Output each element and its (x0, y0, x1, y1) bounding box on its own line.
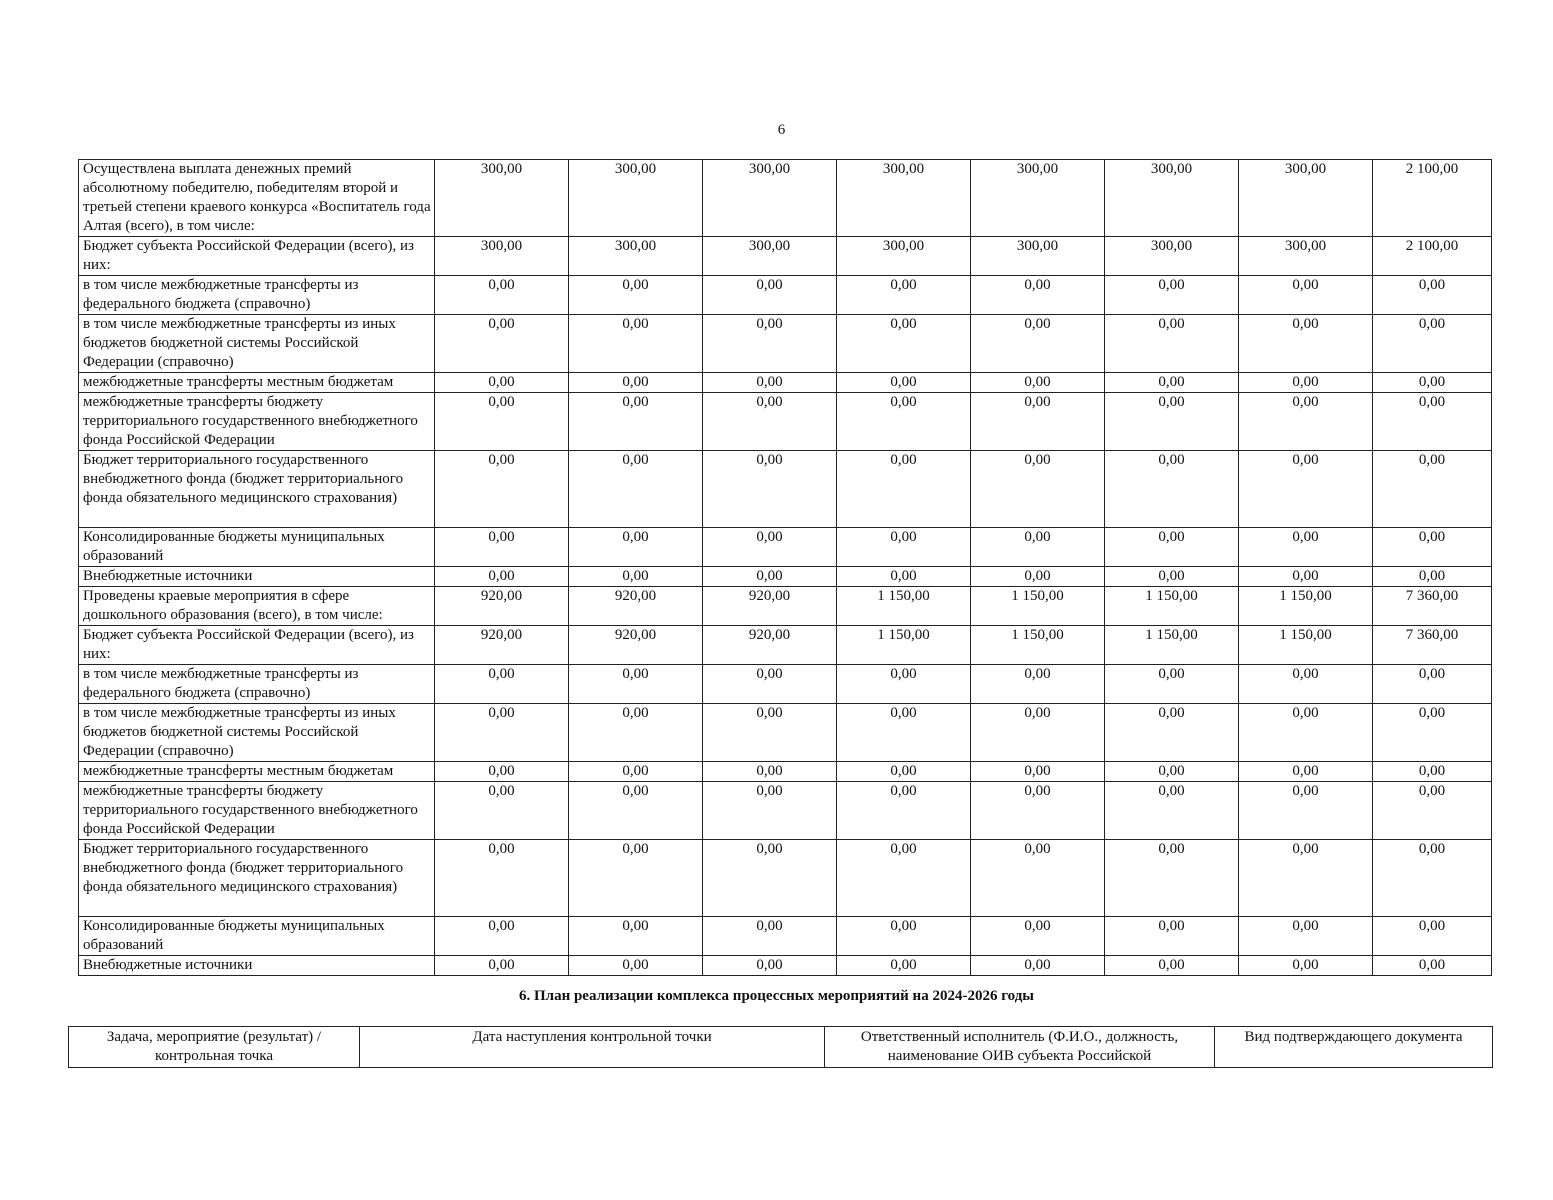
row-value: 0,00 (703, 315, 837, 373)
row-value: 0,00 (1239, 917, 1373, 956)
row-value: 0,00 (1239, 451, 1373, 528)
row-value: 1 150,00 (1105, 626, 1239, 665)
row-total-value: 0,00 (1373, 704, 1492, 762)
row-label: межбюджетные трансферты бюджету территориального государственного внебюджетного фонда Российской Федерации (79, 782, 435, 840)
row-value: 0,00 (703, 840, 837, 917)
row-value: 1 150,00 (837, 626, 971, 665)
row-value: 0,00 (569, 840, 703, 917)
row-value: 920,00 (569, 587, 703, 626)
row-value: 0,00 (971, 528, 1105, 567)
row-value: 0,00 (435, 315, 569, 373)
row-value: 0,00 (971, 782, 1105, 840)
row-value: 0,00 (1239, 956, 1373, 976)
row-value: 0,00 (1239, 373, 1373, 393)
row-value: 1 150,00 (1105, 587, 1239, 626)
row-total-value: 2 100,00 (1373, 160, 1492, 237)
row-value: 0,00 (1239, 762, 1373, 782)
row-value: 0,00 (1105, 704, 1239, 762)
row-value: 0,00 (971, 276, 1105, 315)
row-label: Бюджет субъекта Российской Федерации (всего), из них: (79, 626, 435, 665)
row-value: 0,00 (1105, 451, 1239, 528)
row-value: 0,00 (837, 451, 971, 528)
row-value: 0,00 (703, 917, 837, 956)
row-value: 920,00 (703, 626, 837, 665)
table-row (79, 373, 1492, 393)
table-row (79, 762, 1492, 782)
row-value: 0,00 (1239, 704, 1373, 762)
row-value: 300,00 (1105, 237, 1239, 276)
row-value: 0,00 (1239, 528, 1373, 567)
row-label: Внебюджетные источники (79, 956, 435, 976)
row-value: 0,00 (971, 373, 1105, 393)
row-value: 0,00 (435, 917, 569, 956)
table-row (79, 626, 1492, 665)
row-value: 0,00 (971, 665, 1105, 704)
row-value: 0,00 (703, 704, 837, 762)
plan-header-task: Задача, мероприятие (результат) / контрольная точка (69, 1027, 360, 1068)
row-value: 920,00 (435, 626, 569, 665)
row-value: 0,00 (1105, 665, 1239, 704)
row-value: 0,00 (971, 567, 1105, 587)
table-row (79, 782, 1492, 840)
row-value: 0,00 (435, 665, 569, 704)
table-row (79, 160, 1492, 237)
row-label: межбюджетные трансферты местным бюджетам (79, 373, 435, 393)
row-value: 0,00 (569, 315, 703, 373)
row-value: 300,00 (837, 160, 971, 237)
row-value: 1 150,00 (1239, 587, 1373, 626)
row-value: 0,00 (569, 917, 703, 956)
row-label: Внебюджетные источники (79, 567, 435, 587)
row-value: 0,00 (1105, 393, 1239, 451)
row-total-value: 7 360,00 (1373, 587, 1492, 626)
table-row (79, 704, 1492, 762)
row-value: 0,00 (703, 567, 837, 587)
row-value: 0,00 (1239, 665, 1373, 704)
plan-header-executor: Ответственный исполнитель (Ф.И.О., должность, наименование ОИВ субъекта Российской (825, 1027, 1215, 1068)
row-value: 0,00 (837, 528, 971, 567)
row-value: 0,00 (569, 567, 703, 587)
table-row (79, 917, 1492, 956)
table-row (79, 567, 1492, 587)
row-total-value: 0,00 (1373, 956, 1492, 976)
plan-header-document: Вид подтверждающего документа (1215, 1027, 1493, 1068)
row-value: 0,00 (435, 451, 569, 528)
row-value: 300,00 (435, 160, 569, 237)
table-row (79, 840, 1492, 917)
table-row (79, 237, 1492, 276)
row-value: 0,00 (837, 315, 971, 373)
table-row (79, 956, 1492, 976)
row-total-value: 0,00 (1373, 451, 1492, 528)
row-value: 0,00 (971, 704, 1105, 762)
row-value: 0,00 (837, 762, 971, 782)
page-number: 6 (777, 122, 786, 138)
row-value: 0,00 (971, 393, 1105, 451)
row-value: 0,00 (435, 528, 569, 567)
row-total-value: 0,00 (1373, 276, 1492, 315)
row-value: 0,00 (1105, 567, 1239, 587)
row-label: в том числе межбюджетные трансферты из иных бюджетов бюджетной системы Российской Федерации (справочно) (79, 704, 435, 762)
table-row (79, 315, 1492, 373)
row-label: Бюджет территориального государственного внебюджетного фонда (бюджет территориального фонда обязательного медицинского страхования) (79, 840, 435, 917)
row-value: 0,00 (703, 762, 837, 782)
row-value: 0,00 (569, 451, 703, 528)
row-value: 0,00 (1105, 917, 1239, 956)
row-value: 0,00 (837, 782, 971, 840)
row-value: 300,00 (971, 160, 1105, 237)
row-label: в том числе межбюджетные трансферты из федерального бюджета (справочно) (79, 665, 435, 704)
row-value: 300,00 (1239, 160, 1373, 237)
row-value: 0,00 (837, 567, 971, 587)
row-value: 0,00 (1105, 315, 1239, 373)
row-value: 0,00 (435, 276, 569, 315)
row-value: 0,00 (569, 782, 703, 840)
row-value: 0,00 (1105, 840, 1239, 917)
row-label: Бюджет субъекта Российской Федерации (всего), из них: (79, 237, 435, 276)
row-value: 0,00 (1239, 393, 1373, 451)
row-value: 0,00 (435, 762, 569, 782)
row-label: Осуществлена выплата денежных премий абсолютному победителю, победителям второй и третьей степени краевого конкурса «Воспитатель года Алтая (всего), в том числе: (79, 160, 435, 237)
row-total-value: 0,00 (1373, 665, 1492, 704)
row-total-value: 0,00 (1373, 315, 1492, 373)
row-value: 0,00 (435, 393, 569, 451)
row-value: 920,00 (569, 626, 703, 665)
section-title: 6. План реализации комплекса процессных мероприятий на 2024-2026 годы (518, 988, 1035, 1004)
table-row (79, 393, 1492, 451)
row-label: Консолидированные бюджеты муниципальных образований (79, 917, 435, 956)
table-row (79, 665, 1492, 704)
row-value: 0,00 (569, 393, 703, 451)
budget-table-body (79, 160, 1492, 976)
row-value: 0,00 (703, 393, 837, 451)
row-value: 0,00 (1105, 276, 1239, 315)
plan-table-header-row (69, 1027, 1493, 1068)
row-value: 0,00 (569, 528, 703, 567)
plan-header-date: Дата наступления контрольной точки (360, 1027, 825, 1068)
row-value: 0,00 (837, 373, 971, 393)
row-value: 0,00 (435, 373, 569, 393)
row-value: 920,00 (435, 587, 569, 626)
row-label: Проведены краевые мероприятия в сфере дошкольного образования (всего), в том числе: (79, 587, 435, 626)
row-value: 0,00 (1105, 956, 1239, 976)
row-total-value: 2 100,00 (1373, 237, 1492, 276)
row-value: 0,00 (837, 665, 971, 704)
row-value: 0,00 (837, 704, 971, 762)
table-row (79, 451, 1492, 528)
row-value: 0,00 (971, 451, 1105, 528)
row-total-value: 0,00 (1373, 528, 1492, 567)
row-total-value: 0,00 (1373, 762, 1492, 782)
row-value: 0,00 (971, 762, 1105, 782)
row-value: 920,00 (703, 587, 837, 626)
row-value: 0,00 (435, 704, 569, 762)
row-total-value: 0,00 (1373, 373, 1492, 393)
row-value: 1 150,00 (971, 587, 1105, 626)
row-value: 0,00 (569, 956, 703, 976)
row-value: 0,00 (703, 451, 837, 528)
plan-table (68, 1026, 1493, 1068)
row-value: 300,00 (569, 160, 703, 237)
row-total-value: 7 360,00 (1373, 626, 1492, 665)
row-value: 0,00 (1239, 840, 1373, 917)
table-row (79, 587, 1492, 626)
row-value: 0,00 (703, 276, 837, 315)
row-label: межбюджетные трансферты бюджету территориального государственного внебюджетного фонда Российской Федерации (79, 393, 435, 451)
row-value: 0,00 (837, 840, 971, 917)
row-total-value: 0,00 (1373, 567, 1492, 587)
row-label: межбюджетные трансферты местным бюджетам (79, 762, 435, 782)
row-value: 0,00 (703, 665, 837, 704)
row-total-value: 0,00 (1373, 840, 1492, 917)
row-value: 0,00 (703, 956, 837, 976)
row-value: 300,00 (435, 237, 569, 276)
row-value: 0,00 (1105, 373, 1239, 393)
row-value: 0,00 (971, 315, 1105, 373)
row-value: 0,00 (1105, 528, 1239, 567)
row-label: в том числе межбюджетные трансферты из иных бюджетов бюджетной системы Российской Федерации (справочно) (79, 315, 435, 373)
row-value: 0,00 (569, 704, 703, 762)
row-value: 300,00 (703, 160, 837, 237)
row-value: 1 150,00 (971, 626, 1105, 665)
row-value: 0,00 (971, 917, 1105, 956)
row-value: 0,00 (435, 567, 569, 587)
row-value: 300,00 (971, 237, 1105, 276)
row-value: 0,00 (837, 917, 971, 956)
row-value: 0,00 (1239, 567, 1373, 587)
row-value: 300,00 (837, 237, 971, 276)
row-value: 0,00 (1105, 762, 1239, 782)
row-value: 300,00 (1105, 160, 1239, 237)
table-row (79, 276, 1492, 315)
row-total-value: 0,00 (1373, 393, 1492, 451)
row-value: 0,00 (971, 840, 1105, 917)
row-value: 0,00 (703, 528, 837, 567)
row-value: 0,00 (569, 665, 703, 704)
row-value: 0,00 (569, 276, 703, 315)
row-value: 0,00 (703, 373, 837, 393)
row-value: 1 150,00 (1239, 626, 1373, 665)
row-value: 0,00 (971, 956, 1105, 976)
row-value: 0,00 (1239, 782, 1373, 840)
row-total-value: 0,00 (1373, 782, 1492, 840)
row-value: 0,00 (1239, 315, 1373, 373)
row-value: 0,00 (435, 840, 569, 917)
row-value: 0,00 (435, 782, 569, 840)
row-label: в том числе межбюджетные трансферты из федерального бюджета (справочно) (79, 276, 435, 315)
row-value: 0,00 (435, 956, 569, 976)
table-row (79, 528, 1492, 567)
budget-table (78, 159, 1492, 976)
row-value: 0,00 (569, 373, 703, 393)
row-value: 0,00 (837, 276, 971, 315)
row-value: 0,00 (837, 393, 971, 451)
row-total-value: 0,00 (1373, 917, 1492, 956)
row-label: Бюджет территориального государственного внебюджетного фонда (бюджет территориального фонда обязательного медицинского страхования) (79, 451, 435, 528)
row-value: 300,00 (569, 237, 703, 276)
row-value: 0,00 (1105, 782, 1239, 840)
row-value: 1 150,00 (837, 587, 971, 626)
row-value: 0,00 (1239, 276, 1373, 315)
row-value: 0,00 (703, 782, 837, 840)
row-value: 300,00 (1239, 237, 1373, 276)
row-label: Консолидированные бюджеты муниципальных образований (79, 528, 435, 567)
row-value: 300,00 (703, 237, 837, 276)
row-value: 0,00 (569, 762, 703, 782)
row-value: 0,00 (837, 956, 971, 976)
